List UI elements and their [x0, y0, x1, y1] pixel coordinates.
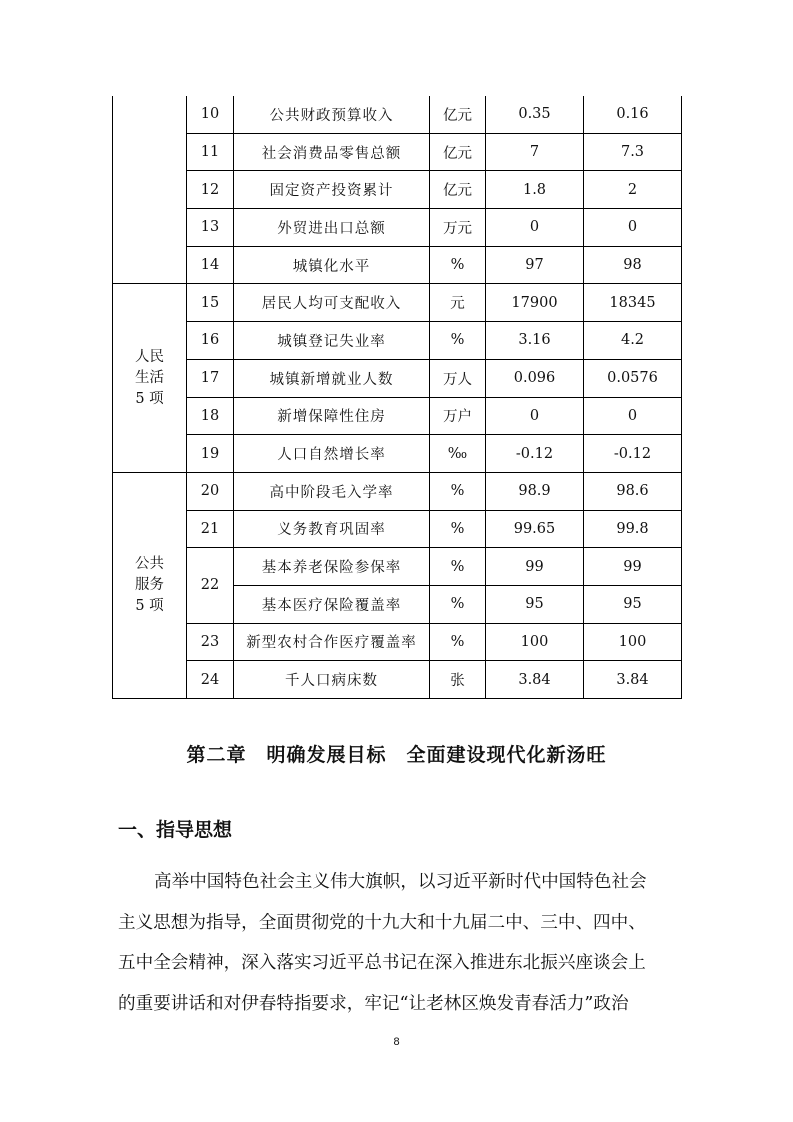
table-row [113, 623, 682, 661]
row-number: 15 [187, 284, 234, 322]
indicator-value-2: 100 [584, 623, 682, 661]
indicator-value-1: 17900 [486, 284, 584, 322]
indicator-unit: % [430, 472, 486, 510]
indicator-value-1: 0.35 [486, 96, 584, 133]
indicator-name: 人口自然增长率 [234, 435, 430, 473]
category-label-line: 5 项 [135, 597, 164, 614]
indicator-value-2: 3.84 [584, 661, 682, 699]
row-number: 18 [187, 397, 234, 435]
indicator-name: 城镇登记失业率 [234, 322, 430, 360]
category-label-line: 5 项 [135, 390, 164, 407]
indicator-value-2: 0 [584, 209, 682, 247]
table-row [113, 209, 682, 247]
indicator-unit: % [430, 548, 486, 586]
indicator-value-1: 99 [486, 548, 584, 586]
row-number: 16 [187, 322, 234, 360]
paragraph-line: 的重要讲话和对伊春特指要求，牢记“让老林区焕发青春活力”政治 [118, 993, 629, 1014]
table-row [113, 246, 682, 284]
row-number: 21 [187, 510, 234, 548]
category-cell-economy [113, 96, 187, 284]
indicator-unit: 万元 [430, 209, 486, 247]
indicator-name: 外贸进出口总额 [234, 209, 430, 247]
indicator-name: 义务教育巩固率 [234, 510, 430, 548]
table-row [113, 397, 682, 435]
category-label-line: 服务 [135, 576, 164, 593]
row-number: 23 [187, 623, 234, 661]
indicator-unit: % [430, 623, 486, 661]
table-row [113, 548, 682, 586]
indicator-value-2: 99.8 [584, 510, 682, 548]
table-row [113, 96, 682, 133]
row-number: 17 [187, 359, 234, 397]
indicator-value-1: 7 [486, 133, 584, 171]
section-heading: 一、指导思想 [118, 819, 233, 841]
row-number: 11 [187, 133, 234, 171]
indicator-table [112, 96, 682, 699]
indicator-name: 新型农村合作医疗覆盖率 [234, 623, 430, 661]
indicator-value-1: 100 [486, 623, 584, 661]
indicator-value-1: 98.9 [486, 472, 584, 510]
indicator-name: 城镇化水平 [234, 246, 430, 284]
indicator-name: 公共财政预算收入 [234, 96, 430, 133]
indicator-value-2: 4.2 [584, 322, 682, 360]
category-label-line: 人民 [135, 348, 164, 365]
indicator-unit: 亿元 [430, 96, 486, 133]
indicator-value-2: 99 [584, 548, 682, 586]
row-number: 10 [187, 96, 234, 133]
category-label-line: 公共 [135, 555, 164, 572]
table-row [113, 435, 682, 473]
indicator-name: 高中阶段毛入学率 [234, 472, 430, 510]
category-cell-livelihood [113, 284, 187, 472]
paragraph-line: 五中全会精神，深入落实习近平总书记在深入推进东北振兴座谈会上 [118, 953, 646, 974]
indicator-unit: % [430, 510, 486, 548]
indicator-name: 固定资产投资累计 [234, 171, 430, 209]
indicator-value-2: 2 [584, 171, 682, 209]
row-number: 12 [187, 171, 234, 209]
indicator-value-2: 98 [584, 246, 682, 284]
indicator-unit: ‰ [430, 435, 486, 473]
indicator-value-1: 3.84 [486, 661, 584, 699]
indicator-unit: 亿元 [430, 133, 486, 171]
category-cell-public-service [113, 472, 187, 698]
indicator-unit: 元 [430, 284, 486, 322]
indicator-unit: % [430, 322, 486, 360]
indicator-value-2: 0.16 [584, 96, 682, 133]
indicator-unit: % [430, 585, 486, 623]
indicator-value-1: 1.8 [486, 171, 584, 209]
indicator-name: 城镇新增就业人数 [234, 359, 430, 397]
indicator-unit: 万户 [430, 397, 486, 435]
table-row [113, 359, 682, 397]
indicator-unit: 亿元 [430, 171, 486, 209]
indicator-value-2: -0.12 [584, 435, 682, 473]
indicator-name: 千人口病床数 [234, 661, 430, 699]
indicator-value-2: 95 [584, 585, 682, 623]
indicator-value-1: 99.65 [486, 510, 584, 548]
row-number: 20 [187, 472, 234, 510]
paragraph-line: 主义思想为指导，全面贯彻党的十九大和十九届二中、三中、四中、 [118, 912, 646, 933]
indicator-value-2: 0.0576 [584, 359, 682, 397]
row-number: 24 [187, 661, 234, 699]
table-row [113, 284, 682, 322]
row-number: 13 [187, 209, 234, 247]
indicator-value-2: 18345 [584, 284, 682, 322]
indicator-unit: % [430, 246, 486, 284]
paragraph-line: 高举中国特色社会主义伟大旗帜，以习近平新时代中国特色社会 [154, 872, 647, 892]
indicator-value-2: 0 [584, 397, 682, 435]
indicator-value-1: 0.096 [486, 359, 584, 397]
table-row [113, 661, 682, 699]
indicator-value-1: 0 [486, 209, 584, 247]
indicator-name: 社会消费品零售总额 [234, 133, 430, 171]
indicator-unit: 万人 [430, 359, 486, 397]
row-number: 22 [187, 548, 234, 623]
indicator-value-1: 95 [486, 585, 584, 623]
row-number: 14 [187, 246, 234, 284]
table-row [113, 133, 682, 171]
table-row [113, 472, 682, 510]
row-number: 19 [187, 435, 234, 473]
indicator-name: 居民人均可支配收入 [234, 284, 430, 322]
indicator-value-2: 7.3 [584, 133, 682, 171]
body-paragraph [118, 862, 680, 1024]
table-row [113, 322, 682, 360]
indicator-value-2: 98.6 [584, 472, 682, 510]
indicator-value-1: 3.16 [486, 322, 584, 360]
table-row [113, 510, 682, 548]
indicator-name: 基本医疗保险覆盖率 [234, 585, 430, 623]
page-number: 8 [393, 1036, 400, 1048]
indicator-value-1: 0 [486, 397, 584, 435]
indicator-value-1: -0.12 [486, 435, 584, 473]
chapter-title: 第二章 明确发展目标 全面建设现代化新汤旺 [186, 744, 607, 766]
indicator-name: 新增保障性住房 [234, 397, 430, 435]
indicator-name: 基本养老保险参保率 [234, 548, 430, 586]
table-row [113, 171, 682, 209]
indicator-value-1: 97 [486, 246, 584, 284]
indicator-unit: 张 [430, 661, 486, 699]
category-label-line: 生活 [135, 369, 164, 386]
